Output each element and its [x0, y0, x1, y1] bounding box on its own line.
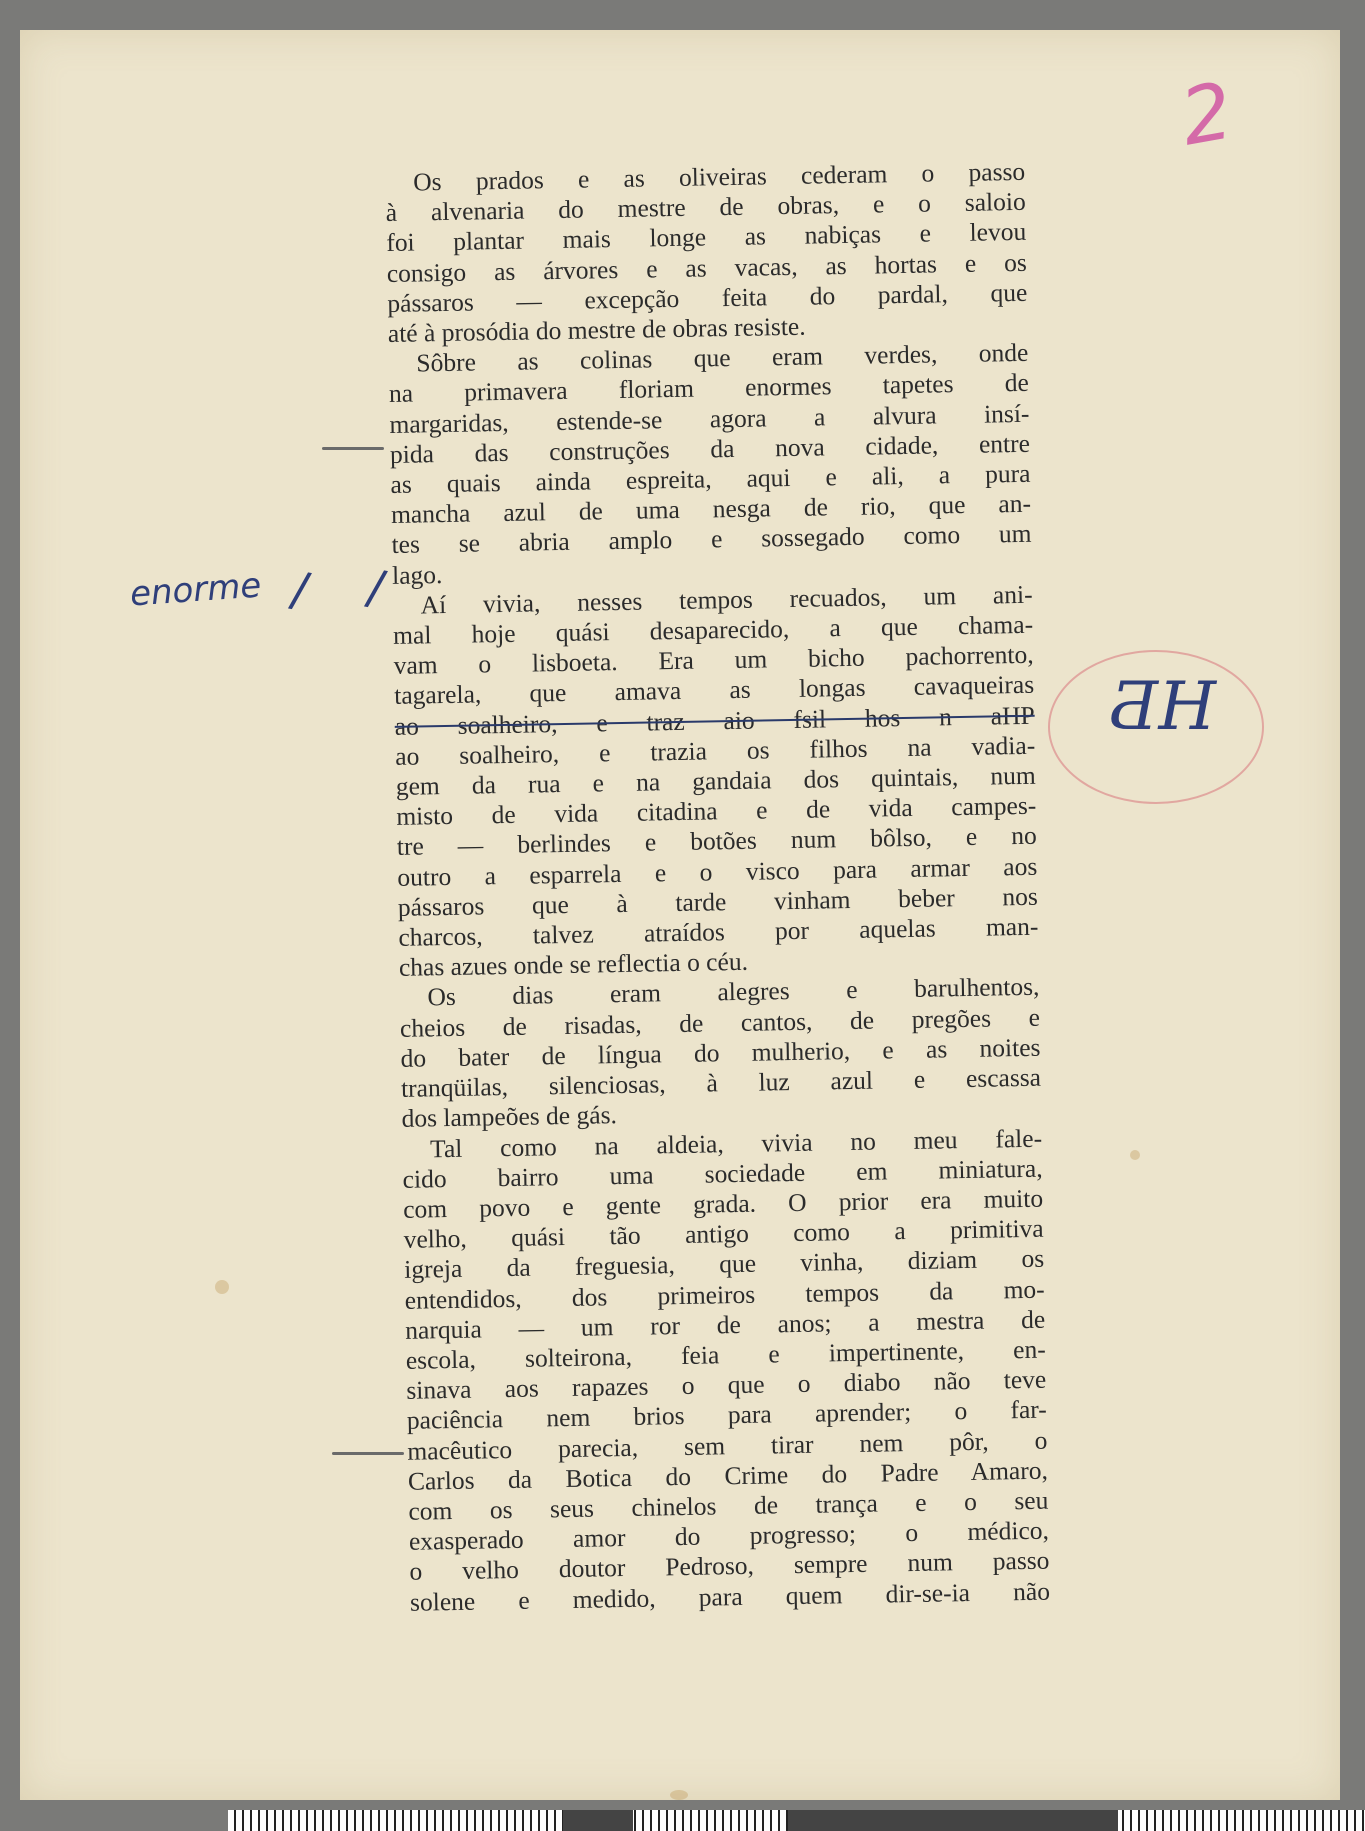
text-line: pida das construções da nova cidade, entre [389, 428, 1031, 469]
text-line: pássaros que à tarde vinham beber nos [397, 881, 1039, 922]
text-line: Carlos da Botica do Crime do Padre Amaro, [407, 1455, 1049, 1496]
text-line: até à prosódia do mestre de obras resiste. [387, 311, 806, 348]
margin-note: enorme [128, 565, 263, 615]
text-line: tes se abria amplo e sossegado como um [391, 519, 1032, 560]
margin-dash [322, 447, 384, 450]
text-line: charcos, talvez atraídos por aquelas man- [398, 911, 1039, 952]
text-line: paciência nem brios para aprender; o far- [406, 1394, 1048, 1436]
text-line: cido bairro uma sociedade em miniatura, [402, 1153, 1043, 1194]
text-line: Sôbre as colinas que eram verdes, onde [416, 338, 1029, 378]
text-line: cheios de risadas, de cantos, de pregões e [399, 1002, 1041, 1043]
text-line: lago. [391, 559, 443, 590]
struck-line: ao soalheiro, e traz aio fsil hos n aHP [394, 700, 1035, 741]
paper-stain [1130, 1150, 1140, 1160]
text-line: tagarela, que amava as longas cavaqueiras [393, 670, 1035, 711]
paper-stain [670, 1790, 688, 1800]
margin-dash [332, 1452, 404, 1455]
paragraph-4 [399, 972, 1042, 1134]
correction-slash: / [362, 558, 390, 618]
text-line: misto de vida citadina e de vida campes- [396, 790, 1037, 832]
text-line: com povo e gente grada. O prior era muito [402, 1183, 1044, 1224]
text-line: Tal como na aldeia, vivia no meu fale- [429, 1123, 1043, 1163]
scale-ruler [228, 1810, 1365, 1831]
text-line: igreja da freguesia, que vinha, diziam os [403, 1243, 1045, 1285]
text-line: Os dias eram alegres e barulhentos, [427, 972, 1040, 1012]
text-line: narquia — um ror de anos; a mestra de [405, 1304, 1046, 1345]
text-line: gem da rua e na gandaia dos quintais, num [395, 760, 1036, 801]
paragraph-5 [402, 1123, 1050, 1617]
text-line: ao soalheiro, e trazia os filhos na vadia- [395, 730, 1036, 771]
text-line: o velho doutor Pedroso, sempre num passo [409, 1545, 1050, 1587]
text-line: entendidos, dos primeiros tempos da mo- [404, 1274, 1045, 1315]
text-line: macêutico parecia, sem tirar nem pôr, o [407, 1425, 1048, 1466]
paper-stain [215, 1280, 229, 1294]
text-line: Os prados e as oliveiras cederam o passo [412, 156, 1026, 197]
text-line: as quais ainda espreita, aqui e ali, a pura [390, 458, 1031, 499]
text-line: exasperado amor do progresso; o médico, [408, 1515, 1050, 1556]
text-line: com os seus chinelos de trança e o seu [408, 1485, 1049, 1526]
text-line: margaridas, estende-se agora a alvura insí- [389, 398, 1030, 439]
text-line: velho, quási tão antigo como a primitiva [403, 1213, 1044, 1254]
text-line: tranqüilas, silenciosas, à luz azul e escassa [400, 1062, 1042, 1103]
paragraph-3 [392, 580, 1039, 984]
paragraph-2 [388, 338, 1032, 591]
text-line: outro a esparrela e o visco para armar aos [397, 851, 1038, 892]
text-line: solene e medido, para quem dir-se-ia não [409, 1576, 1051, 1617]
text-line: do bater de língua do mulherio, e as noites [400, 1032, 1041, 1073]
circle-annotation-text: ƋH [1110, 668, 1217, 745]
ruler-block [788, 1810, 1118, 1831]
text-line: Aí vivia, nesses tempos recuados, um ani- [420, 579, 1033, 620]
text-line: dos lampeões de gás. [401, 1100, 618, 1134]
text-line: vam o lisboeta. Era um bicho pachorrento, [393, 640, 1034, 681]
text-line: na primavera floriam enormes tapetes de [388, 368, 1030, 409]
text-line: pássaros — excepção feita do pardal, que [387, 277, 1028, 318]
text-line: sinava aos rapazes o que o diabo não teve [406, 1364, 1047, 1405]
text-line: escola, solteirona, feia e impertinente, en- [405, 1334, 1046, 1375]
correction-slash: / [286, 560, 314, 620]
ruler-block [563, 1810, 633, 1831]
text-line: foi plantar mais longe as nabiças e levou [386, 217, 1027, 258]
text-line: consigo as árvores e as vacas, as hortas e os [386, 247, 1027, 288]
page-number: 2 [1174, 66, 1240, 164]
text-line: tre — berlindes e botões num bôlso, e no [396, 821, 1038, 862]
text-line: à alvenaria do mestre de obras, e o saloio [385, 187, 1026, 228]
article-text [385, 157, 1050, 1618]
text-line: mal hoje quási desaparecido, a que chama- [392, 609, 1034, 650]
text-line: chas azues onde se reflectia o céu. [398, 947, 749, 983]
text-line: mancha azul de uma nesga de rio, que an- [390, 489, 1032, 530]
paragraph-1 [385, 157, 1028, 349]
